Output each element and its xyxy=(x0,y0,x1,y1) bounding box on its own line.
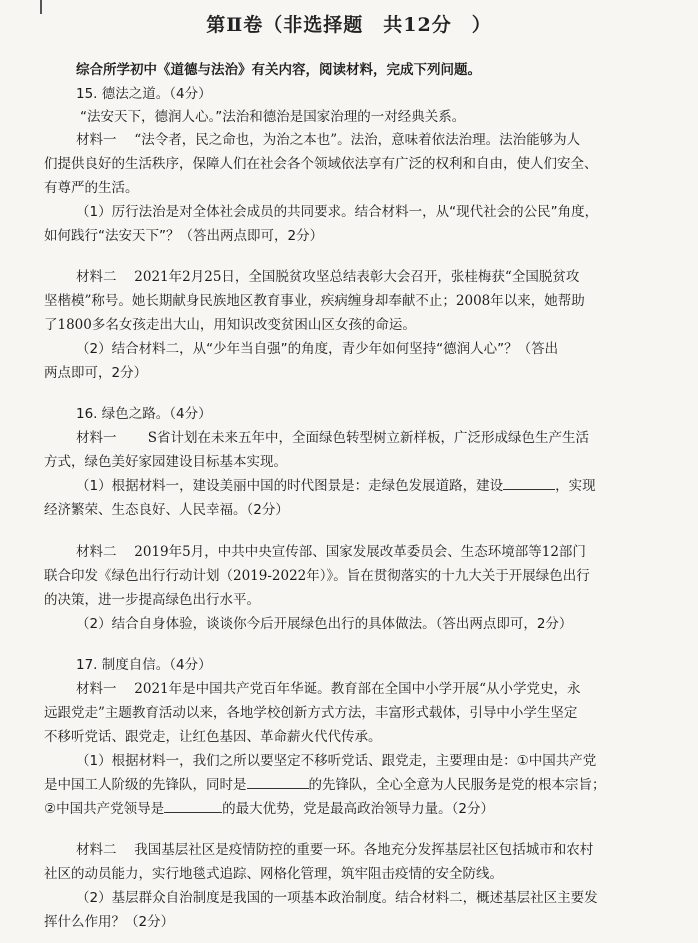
q15-question2-line1: （2）结合材料二，从“少年当自强”的角度，青少年如何坚持“德润人心”？（答出 xyxy=(76,341,559,357)
answer-blank[interactable] xyxy=(164,800,222,813)
q17-material1-line3: 不移听党话、跟党走，让红色基因、革命薪火代代传承。 xyxy=(44,729,382,745)
q17-material1-line1: 材料一 2021年是中国共产党百年华诞。教育部在全国中小学开展“从小学党史，永 xyxy=(76,681,581,697)
q16-material2-line3: 的决策，进一步提高绿色出行水平。 xyxy=(44,592,260,608)
q15-material2-line1: 材料二 2021年2月25日，全国脱贫攻坚总结表彰大会召开，张桂梅获“全国脱贫攻 xyxy=(76,269,580,285)
instructions: 综合所学初中《道德与法治》有关内容，阅读材料，完成下列问题。 xyxy=(76,62,481,78)
q16-question2: （2）结合自身体验，谈谈你今后开展绿色出行的具体做法。（答出两点即可，2分） xyxy=(76,616,573,632)
q17-question1-line3-before: ②中国共产党领导是 xyxy=(44,801,165,817)
q15-question2-line2: 两点即可，2分） xyxy=(44,365,148,381)
q17-question1-line2 xyxy=(44,776,606,794)
q16-question1-line1 xyxy=(76,477,596,495)
q17-question1-line3-after: 的最大优势，党是最高政治领导力量。（2分） xyxy=(222,801,494,817)
q16-question1-line2: 经济繁荣、生态良好、人民幸福。（2分） xyxy=(44,502,289,518)
q15-material2-line2: 坚楷模”称号。她长期献身民族地区教育事业，疾病缠身却奉献不止；2008年以来，她帮助 xyxy=(44,293,585,309)
q15-heading: 15. 德法之道。（4分） xyxy=(76,86,212,102)
q15-quote: “法安天下，德润人心。”法治和德治是国家治理的一对经典关系。 xyxy=(80,109,466,125)
q17-question1-line2-before: 是中国工人阶级的先锋队，同时是 xyxy=(44,777,247,793)
answer-blank[interactable] xyxy=(247,776,309,789)
q17-heading: 17. 制度自信。（4分） xyxy=(76,657,212,673)
q17-question1-line2-after: 的先锋队，全心全意为人民服务是党的根本宗旨； xyxy=(308,777,606,793)
q17-question1-line3 xyxy=(44,800,494,818)
q17-material2-line2: 社区的动员能力，实行地毯式追踪、网格化管理，筑牢阻击疫情的安全防线。 xyxy=(44,866,503,882)
q16-material1-line2: 方式，绿色美好家园建设目标基本实现。 xyxy=(44,454,287,470)
q16-heading: 16. 绿色之路。（4分） xyxy=(76,406,212,422)
q15-material1-line1: 材料一 “法令者，民之命也，为治之本也”。法治，意味着依法治理。法治能够为人 xyxy=(76,132,581,148)
q16-material2-line2: 联合印发《绿色出行行动计划（2019-2022年）》。旨在贯彻落实的十九大关于开展绿色出行 xyxy=(44,568,590,584)
q17-question2-line1: （2）基层群众自治制度是我国的一项基本政治制度。结合材料二，概述基层社区主要发 xyxy=(76,890,598,906)
q15-question1-line1: （1）厉行法治是对全体社会成员的共同要求。结合材料一，从“现代社会的公民”角度， xyxy=(76,204,599,220)
q15-material1-line2: 们提供良好的生活秩序，保障人们在社会各个领域依法享有广泛的权利和自由，使人们安全、 xyxy=(44,156,598,172)
q16-material2-line1: 材料二 2019年5月，中共中央宣传部、国家发展改革委员会、生态环境部等12部门 xyxy=(76,544,586,560)
q15-question1-line2: 如何践行“法安天下”？（答出两点即可，2分） xyxy=(44,228,324,244)
section-title: 第Ⅱ卷（非选择题 共12分 ） xyxy=(206,14,492,36)
q16-question1-text-before: （1）根据材料一，建设美丽中国的时代图景是：走绿色发展道路，建设 xyxy=(76,478,504,494)
q15-material2-line3: 了1800多名女孩走出大山，用知识改变贫困山区女孩的命运。 xyxy=(44,317,416,333)
q17-question2-line2: 挥什么作用？（2分） xyxy=(44,914,175,930)
answer-blank[interactable] xyxy=(503,477,555,490)
q17-material1-line2: 远跟党走”主题教育活动以来，各地学校创新方式方法，丰富形式载体，引导中小学生坚定 xyxy=(44,705,578,721)
q17-question1-line1: （1）根据材料一，我们之所以要坚定不移听党话、跟党走，主要理由是：①中国共产党 xyxy=(76,753,597,769)
q16-question1-text-after: ，实现 xyxy=(555,478,596,494)
q17-material2-line1: 材料二 我国基层社区是疫情防控的重要一环。各地充分发挥基层社区包括城市和农村 xyxy=(76,842,594,858)
q16-material1-line1: 材料一 S省计划在未来五年中，全面绿色转型树立新样板，广泛形成绿色生产生活 xyxy=(76,430,590,446)
q15-material1-line3: 有尊严的生活。 xyxy=(44,180,139,196)
